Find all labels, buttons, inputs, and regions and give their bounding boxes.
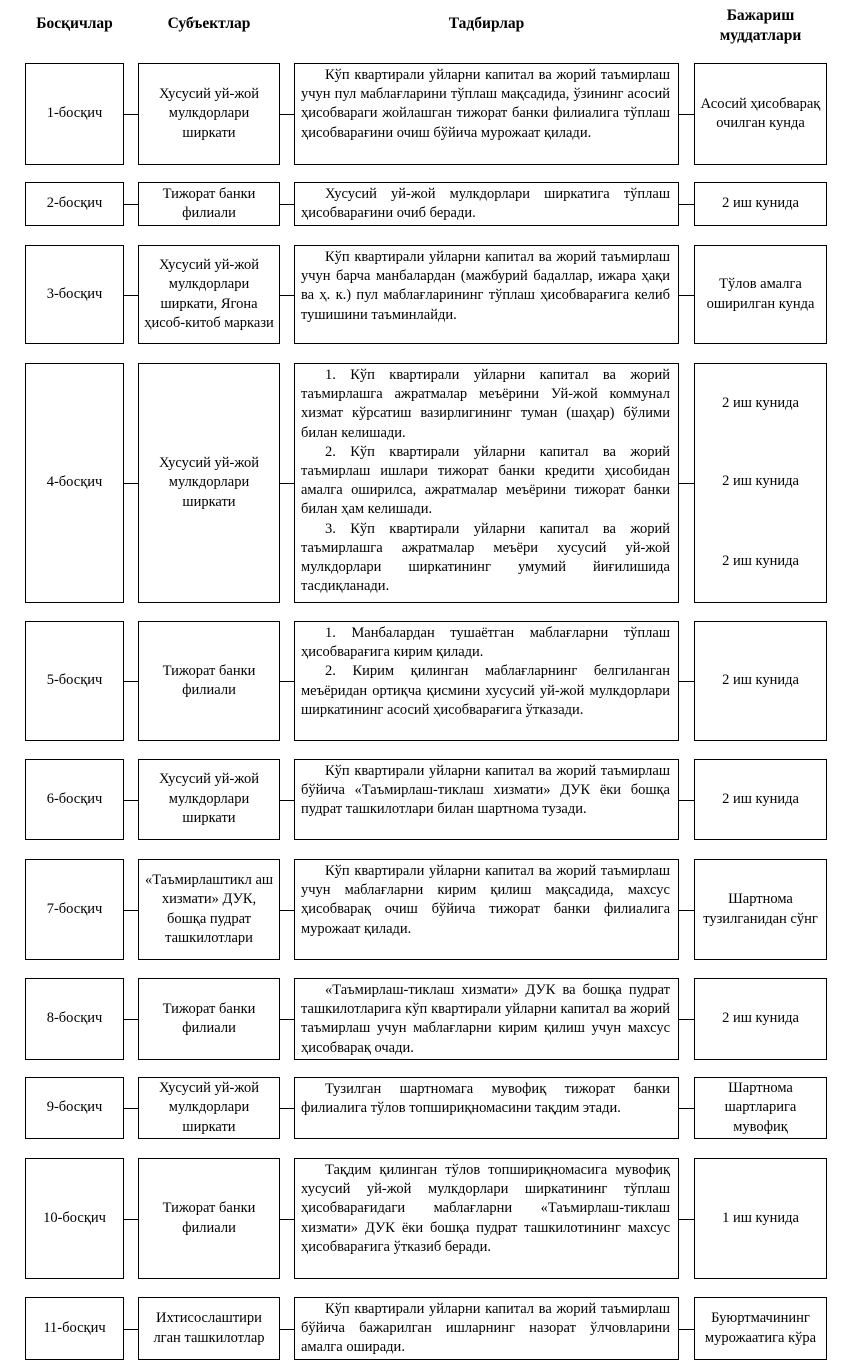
connector-line xyxy=(124,204,138,205)
actions-cell xyxy=(294,859,679,960)
deadline-text: Шартнома шартларига мувофиқ xyxy=(724,1079,797,1135)
stage-cell: 4-босқич xyxy=(25,363,124,603)
deadline-cell xyxy=(694,182,827,226)
connector-line xyxy=(679,910,694,911)
connector-line xyxy=(124,483,138,484)
header-stages: Босқичлар xyxy=(36,15,113,32)
action-paragraph: 3. Кўп квартирали уйларни капитал ва жорий таъмирлашга ажратмалар меъёри хусусий уй-жой мулкдорлари ширкатининг умумий йиғилишида тасдиқланади. xyxy=(301,520,670,595)
connector-line xyxy=(280,1329,294,1330)
connector-line xyxy=(124,1108,138,1109)
stage-cell: 10-босқич xyxy=(25,1158,124,1279)
header-deadline xyxy=(690,6,831,46)
deadline-text: 2 иш кунида xyxy=(722,473,799,489)
deadline-text: 1 иш кунида xyxy=(722,1209,799,1226)
action-paragraph: 2. Кирим қилинган маблағларнинг белгиланган меъёридан ортиқча қисмини хусусий уй-жой мулкдорлари ширкатининг асосий ҳисобварағига ўтказади. xyxy=(301,663,670,718)
connector-line xyxy=(124,681,138,682)
connector-line xyxy=(280,204,294,205)
header-actions: Тадбирлар xyxy=(448,15,525,32)
stage-cell: 3-босқич xyxy=(25,245,124,344)
stage-cell: 5-босқич xyxy=(25,621,124,741)
connector-line xyxy=(679,800,694,801)
stage-cell: 2-босқич xyxy=(25,182,124,226)
connector-line xyxy=(280,910,294,911)
deadline-cell xyxy=(694,1297,827,1360)
actions-cell xyxy=(294,363,679,603)
subject-cell: Хусусий уй-жой мулкдорлари ширкати xyxy=(138,63,280,165)
connector-line xyxy=(124,910,138,911)
deadline-text: 2 иш кунида xyxy=(722,1010,799,1027)
deadline-cell xyxy=(694,1158,827,1279)
stage-cell: 7-босқич xyxy=(25,859,124,960)
deadline-text: Асосий ҳисобварақ очилган кунда xyxy=(700,95,821,131)
subject-cell: Хусусий уй-жой мулкдорлари ширкати xyxy=(138,1077,280,1139)
stage-cell: 1-босқич xyxy=(25,63,124,165)
subject-cell: Тижорат банки филиали xyxy=(138,1158,280,1279)
deadline-cell xyxy=(694,621,827,741)
stage-cell: 11-босқич xyxy=(25,1297,124,1360)
actions-cell xyxy=(294,621,679,741)
action-paragraph: 2. Кўп квартирали уйларни капитал ва жорий таъмирлаш ишлари тижорат банки кредити ҳисобидан амалга оширилса, ажратмалар меъёрини тижорат банки билан ҳам келишади. xyxy=(301,443,670,518)
deadline-cell xyxy=(694,978,827,1060)
deadline-cell xyxy=(694,245,827,344)
deadline-text: Буюртмачининг мурожаатига кўра xyxy=(704,1310,817,1346)
action-paragraph: Тузилган шартномага мувофиқ тижорат банки филиалига тўлов топшириқномасини тақдим этади. xyxy=(301,1081,670,1117)
stage-cell: 8-босқич xyxy=(25,978,124,1060)
action-paragraph: Кўп квартирали уйларни капитал ва жорий таъмирлаш учун барча манбалардан (мажбурий бадаллар, ижара ҳақи ва ҳ. к.) пул маблағларининг тўплаш ҳисобварағига келиб тушишини таъминлайди. xyxy=(301,249,670,323)
deadline-cell xyxy=(694,859,827,960)
connector-line xyxy=(124,1219,138,1220)
action-paragraph: 1. Манбалардан тушаётган маблағларни тўплаш ҳисобварағига кирим қилади. xyxy=(301,625,670,661)
deadline-text: 2 иш кунида xyxy=(722,195,799,212)
actions-cell xyxy=(294,63,679,165)
connector-line xyxy=(124,1329,138,1330)
action-paragraph: Тақдим қилинган тўлов топшириқномасига мувофиқ хусусий уй-жой мулкдорлари ширкатининг тўплаш ҳисобварағидаги маблағларни «Таъмирлаш-тиклаш хизмати» ДУК ёки бошқа пудрат ташкилотининг махсус ҳисобварағига ўтказиб беради. xyxy=(301,1162,670,1255)
header-subjects: Субъектлар xyxy=(167,15,251,32)
header-deadline-line1: Бажариш xyxy=(726,7,795,24)
actions-cell xyxy=(294,1158,679,1279)
deadline-text: Тўлов амалга оширилган кунда xyxy=(706,276,815,312)
actions-cell xyxy=(294,182,679,226)
deadline-text: 2 иш кунида xyxy=(722,790,799,807)
connector-line xyxy=(124,1019,138,1020)
connector-line xyxy=(280,1108,294,1109)
subject-cell: «Таъмирлаштикл аш хизмати» ДУК, бошқа пудрат ташкилотлари xyxy=(138,859,280,960)
subject-cell: Ихтисослаштири лган ташкилотлар xyxy=(138,1297,280,1360)
connector-line xyxy=(679,1329,694,1330)
subject-cell: Хусусий уй-жой мулкдорлари ширкати, Ягона ҳисоб-китоб маркази xyxy=(138,245,280,344)
connector-line xyxy=(280,114,294,115)
action-paragraph: Кўп квартирали уйларни капитал ва жорий таъмирлаш учун маблағларни кирим қилиш мақсадида, махсус ҳисобварақ очиш бўйича тижорат банки филиалига мурожаат қилади. xyxy=(301,863,670,937)
action-paragraph: «Таъмирлаш-тиклаш хизмати» ДУК ва бошқа пудрат ташкилотларига кўп квартирали уйларни капитал ва жорий таъмирлаш учун маблағларни кирим қилиш учун махсус ҳисобварақ очади. xyxy=(301,982,670,1056)
actions-cell xyxy=(294,978,679,1060)
connector-line xyxy=(124,800,138,801)
connector-line xyxy=(280,800,294,801)
connector-line xyxy=(679,295,694,296)
subject-cell: Тижорат банки филиали xyxy=(138,182,280,226)
connector-line xyxy=(679,1108,694,1109)
action-paragraph: Хусусий уй-жой мулкдорлари ширкатига тўплаш ҳисобварағини очиб беради. xyxy=(301,186,670,222)
connector-line xyxy=(679,114,694,115)
connector-line xyxy=(280,483,294,484)
deadline-cell xyxy=(694,759,827,840)
deadline-text: 2 иш кунида xyxy=(722,672,799,689)
actions-cell xyxy=(294,245,679,344)
deadline-text: 2 иш кунида xyxy=(722,553,799,569)
connector-line xyxy=(124,114,138,115)
action-paragraph: Кўп квартирали уйларни капитал ва жорий таъмирлаш бўйича «Таъмирлаш-тиклаш хизмати» ДУК ёки бошқа пудрат ташкилотлари билан шартнома тузади. xyxy=(301,763,670,818)
actions-cell xyxy=(294,1297,679,1360)
connector-line xyxy=(280,681,294,682)
header-deadline-line2: муддатлари xyxy=(719,27,802,44)
deadline-cell xyxy=(694,1077,827,1139)
connector-line xyxy=(679,1219,694,1220)
stage-cell: 9-босқич xyxy=(25,1077,124,1139)
connector-line xyxy=(679,483,694,484)
actions-cell xyxy=(294,1077,679,1139)
connector-line xyxy=(280,1019,294,1020)
action-paragraph: Кўп квартирали уйларни капитал ва жорий таъмирлаш бўйича бажарилган ишларнинг назорат ўлчовларини амалга оширади. xyxy=(301,1301,670,1356)
subject-cell: Хусусий уй-жой мулкдорлари ширкати xyxy=(138,759,280,840)
stage-cell: 6-босқич xyxy=(25,759,124,840)
deadline-text: 2 иш кунида xyxy=(722,395,799,411)
deadline-cell xyxy=(694,363,827,603)
connector-line xyxy=(679,1019,694,1020)
connector-line xyxy=(679,681,694,682)
deadline-cell xyxy=(694,63,827,165)
action-paragraph: 1. Кўп квартирали уйларни капитал ва жорий таъмирлашга ажратмалар меъёрини Уй-жой коммунал хизмат кўрсатиш вазирлигининг туман (шаҳар) бўлими билан келишади. xyxy=(301,367,670,441)
action-paragraph: Кўп квартирали уйларни капитал ва жорий таъмирлаш учун пул маблағларини тўплаш мақсадида, ўзининг асосий ҳисобвараги жойлашган тижорат банки филиалига тўплаш ҳисобварағини очиш бўйича мурожаат қилади. xyxy=(301,67,670,141)
subject-cell: Хусусий уй-жой мулкдорлари ширкати xyxy=(138,363,280,603)
subject-cell: Тижорат банки филиали xyxy=(138,978,280,1060)
connector-line xyxy=(280,295,294,296)
deadline-text: Шартнома тузилганидан сўнг xyxy=(703,891,818,927)
connector-line xyxy=(679,204,694,205)
connector-line xyxy=(124,295,138,296)
connector-line xyxy=(280,1219,294,1220)
actions-cell xyxy=(294,759,679,840)
subject-cell: Тижорат банки филиали xyxy=(138,621,280,741)
